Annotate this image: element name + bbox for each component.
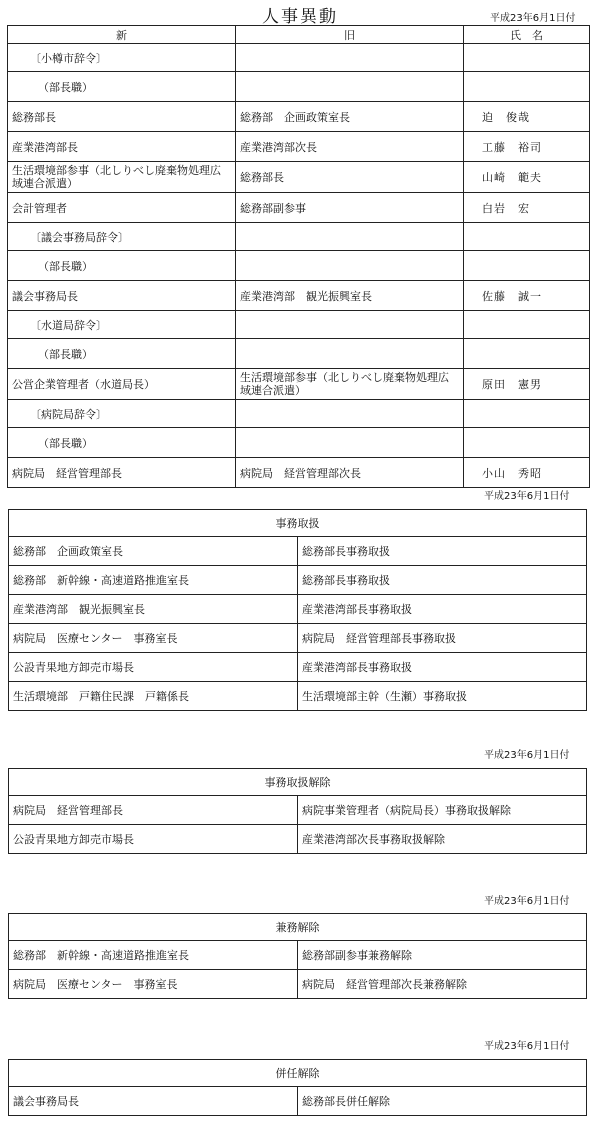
cell-new: （部長職） — [8, 428, 236, 458]
cell-old — [236, 251, 464, 281]
cell-new: 産業港湾部長 — [8, 132, 236, 162]
cell-name — [464, 311, 590, 339]
page-title: 人事異動 — [262, 7, 338, 27]
section-header-row — [9, 769, 587, 796]
cell-name — [464, 72, 590, 102]
section-header: 事務取扱 — [9, 510, 587, 537]
cell-new: 〔小樽市辞令〕 — [8, 44, 236, 72]
cell-right: 総務部長併任解除 — [298, 1087, 587, 1116]
table-row — [8, 311, 590, 339]
cell-left: 病院局 医療センター 事務室長 — [9, 970, 298, 999]
table-row — [9, 825, 587, 854]
cell-right: 病院局 経営管理部長事務取扱 — [298, 624, 587, 653]
table-row — [9, 595, 587, 624]
cell-name: 白岩 宏 — [464, 193, 590, 223]
table-row — [8, 281, 590, 311]
section-header-row — [9, 510, 587, 537]
cell-name — [464, 428, 590, 458]
jimu-kaijo-table — [8, 768, 587, 854]
cell-old — [236, 311, 464, 339]
table-row — [8, 162, 590, 193]
table-row — [9, 941, 587, 970]
cell-name — [464, 400, 590, 428]
cell-old: 病院局 経営管理部次長 — [236, 458, 464, 488]
cell-name: 迫 俊哉 — [464, 102, 590, 132]
table-row — [8, 369, 590, 400]
cell-name: 小山 秀昭 — [464, 458, 590, 488]
cell-old: 生活環境部参事（北しりべし廃棄物処理広域連合派遣） — [236, 369, 464, 400]
cell-old — [236, 400, 464, 428]
cell-right: 総務部長事務取扱 — [298, 566, 587, 595]
cell-old: 産業港湾部 観光振興室長 — [236, 281, 464, 311]
table-row — [9, 682, 587, 711]
header-name: 氏 名 — [464, 26, 590, 44]
table-row — [8, 428, 590, 458]
cell-new: 〔議会事務局辞令〕 — [8, 223, 236, 251]
cell-new: 総務部長 — [8, 102, 236, 132]
cell-old: 総務部 企画政策室長 — [236, 102, 464, 132]
table-row — [8, 72, 590, 102]
cell-new: 〔病院局辞令〕 — [8, 400, 236, 428]
cell-right: 病院局 経営管理部次長兼務解除 — [298, 970, 587, 999]
cell-name: 佐藤 誠一 — [464, 281, 590, 311]
cell-left: 公設青果地方卸売市場長 — [9, 825, 298, 854]
cell-left: 総務部 新幹線・高速道路推進室長 — [9, 566, 298, 595]
cell-right: 病院事業管理者（病院局長）事務取扱解除 — [298, 796, 587, 825]
table-row — [9, 970, 587, 999]
cell-left: 生活環境部 戸籍住民課 戸籍係長 — [9, 682, 298, 711]
table-row — [9, 566, 587, 595]
cell-name: 工藤 裕司 — [464, 132, 590, 162]
cell-new: （部長職） — [8, 72, 236, 102]
cell-old — [236, 339, 464, 369]
cell-name — [464, 339, 590, 369]
header-new: 新 — [8, 26, 236, 44]
table-row — [8, 132, 590, 162]
cell-old — [236, 428, 464, 458]
table-row — [9, 624, 587, 653]
cell-left: 総務部 新幹線・高速道路推進室長 — [9, 941, 298, 970]
cell-left: 病院局 医療センター 事務室長 — [9, 624, 298, 653]
heinin-kaijo-table — [8, 1059, 587, 1116]
table-header-row — [8, 26, 590, 44]
table-row — [9, 1087, 587, 1116]
cell-old: 産業港湾部次長 — [236, 132, 464, 162]
table-row — [9, 653, 587, 682]
cell-new: 病院局 経営管理部長 — [8, 458, 236, 488]
table-row — [9, 537, 587, 566]
kenmu-kaijo-table — [8, 913, 587, 999]
table-row — [8, 44, 590, 72]
cell-old — [236, 223, 464, 251]
personnel-table — [7, 25, 590, 488]
table-row — [8, 223, 590, 251]
table-row — [8, 458, 590, 488]
header-old: 旧 — [236, 26, 464, 44]
cell-left: 公設青果地方卸売市場長 — [9, 653, 298, 682]
cell-name — [464, 223, 590, 251]
section-header-row — [9, 914, 587, 941]
cell-old: 総務部副参事 — [236, 193, 464, 223]
cell-right: 産業港湾部次長事務取扱解除 — [298, 825, 587, 854]
cell-name: 原田 憲男 — [464, 369, 590, 400]
cell-name — [464, 44, 590, 72]
cell-right: 生活環境部主幹（生瀬）事務取扱 — [298, 682, 587, 711]
date-label: 平成23年6月1日付 — [484, 491, 570, 502]
cell-right: 総務部副参事兼務解除 — [298, 941, 587, 970]
cell-left: 産業港湾部 観光振興室長 — [9, 595, 298, 624]
table-row — [8, 339, 590, 369]
cell-name — [464, 251, 590, 281]
cell-new: 〔水道局辞令〕 — [8, 311, 236, 339]
table-row — [8, 251, 590, 281]
cell-old — [236, 72, 464, 102]
cell-new: （部長職） — [8, 251, 236, 281]
table-row — [8, 193, 590, 223]
table-row — [9, 796, 587, 825]
cell-left: 総務部 企画政策室長 — [9, 537, 298, 566]
table-row — [8, 400, 590, 428]
jimu-toriatsukai-table — [8, 509, 587, 711]
table-row — [8, 102, 590, 132]
date-label: 平成23年6月1日付 — [484, 1041, 570, 1052]
cell-old — [236, 44, 464, 72]
cell-name: 山崎 範夫 — [464, 162, 590, 193]
section-header-row — [9, 1060, 587, 1087]
section-header: 兼務解除 — [9, 914, 587, 941]
cell-left: 議会事務局長 — [9, 1087, 298, 1116]
section-header: 併任解除 — [9, 1060, 587, 1087]
cell-right: 産業港湾部長事務取扱 — [298, 595, 587, 624]
date-label: 平成23年6月1日付 — [484, 750, 570, 761]
cell-new: 生活環境部参事（北しりべし廃棄物処理広域連合派遣） — [8, 162, 236, 193]
cell-new: （部長職） — [8, 339, 236, 369]
cell-new: 議会事務局長 — [8, 281, 236, 311]
date-label: 平成23年6月1日付 — [484, 896, 570, 907]
section-header: 事務取扱解除 — [9, 769, 587, 796]
cell-old: 総務部長 — [236, 162, 464, 193]
cell-new: 公営企業管理者（水道局長） — [8, 369, 236, 400]
date-label: 平成23年6月1日付 — [490, 13, 576, 24]
cell-right: 総務部長事務取扱 — [298, 537, 587, 566]
cell-new: 会計管理者 — [8, 193, 236, 223]
cell-right: 産業港湾部長事務取扱 — [298, 653, 587, 682]
cell-left: 病院局 経営管理部長 — [9, 796, 298, 825]
